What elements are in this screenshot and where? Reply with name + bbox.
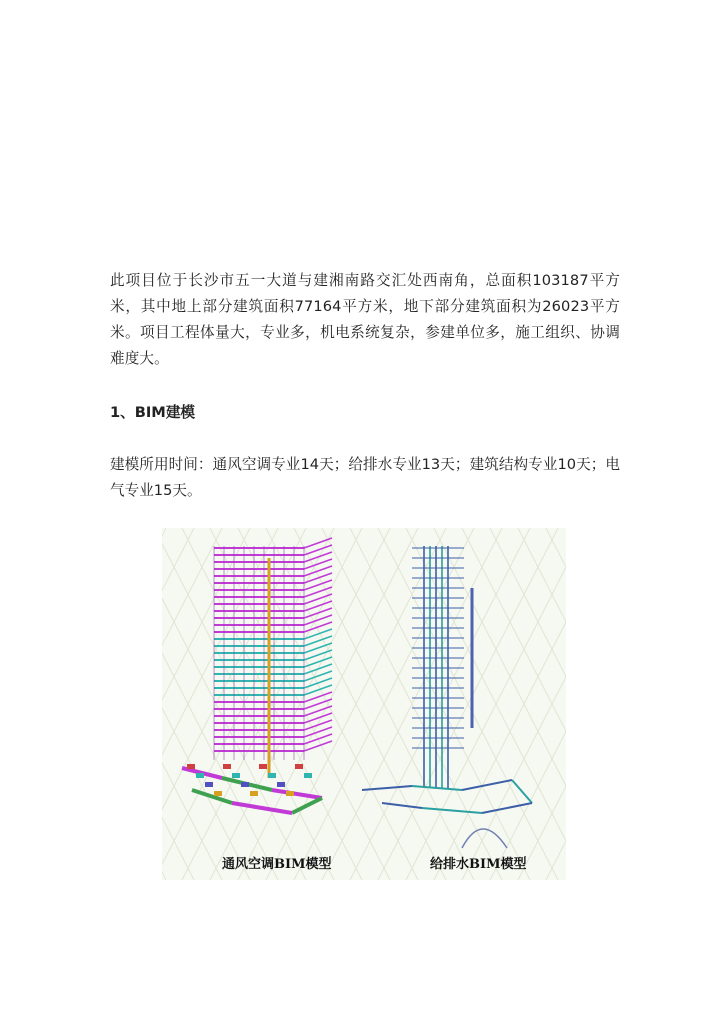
hvac-equipment — [304, 773, 312, 778]
modeling-time-paragraph: 建模所用时间：通风空调专业14天；给排水专业13天；建筑结构专业10天；电气专业15天。 — [110, 456, 620, 499]
grid-line — [462, 528, 566, 880]
hvac-model-caption: 通风空调BIM模型 — [222, 857, 332, 872]
grid-line — [546, 528, 566, 880]
hvac-equipment — [205, 782, 213, 787]
grid-line — [162, 528, 222, 880]
hvac-base-duct — [192, 790, 232, 803]
grid-line — [546, 528, 566, 880]
hvac-equipment — [277, 782, 285, 787]
grid-line — [462, 528, 566, 880]
grid-line — [490, 528, 566, 880]
hvac-equipment — [187, 764, 195, 769]
grid-line — [434, 528, 566, 880]
hvac-equipment — [286, 791, 294, 796]
grid-line — [162, 528, 278, 880]
hvac-base-duct — [272, 790, 322, 798]
modeling-time-block — [110, 452, 620, 504]
grid-line — [490, 528, 566, 880]
hvac-equipment — [223, 764, 231, 769]
hvac-equipment — [196, 773, 204, 778]
hvac-equipment — [232, 773, 240, 778]
grid-line — [434, 528, 566, 880]
intro-paragraph: 此项目位于长沙市五一大道与建湘南路交汇处西南角，总面积103187平方米，其中地上部分建筑面积77164平方米，地下部分建筑面积为26023平方米。项目工程体量大，专业多，机电系统复杂，参建单位多，施工组织、协调难度大。 — [110, 272, 620, 367]
hvac-equipment — [295, 764, 303, 769]
plumbing-base-pipe — [462, 780, 512, 790]
hvac-equipment — [268, 773, 276, 778]
grid-line — [162, 528, 166, 880]
hvac-equipment — [250, 791, 258, 796]
plumbing-base-pipe — [512, 780, 532, 803]
section-heading: 1、BIM建模 — [110, 404, 196, 421]
hvac-equipment — [214, 791, 222, 796]
plumbing-model-caption: 给排水BIM模型 — [430, 857, 527, 872]
bim-model-illustration — [162, 528, 566, 880]
bim-model-figure — [162, 528, 566, 880]
intro-paragraph-block — [110, 268, 620, 372]
grid-line — [162, 528, 278, 880]
hvac-equipment — [259, 764, 267, 769]
grid-line — [162, 528, 222, 880]
grid-line — [162, 528, 166, 880]
plumbing-base-pipe — [422, 808, 482, 813]
hvac-equipment — [241, 782, 249, 787]
